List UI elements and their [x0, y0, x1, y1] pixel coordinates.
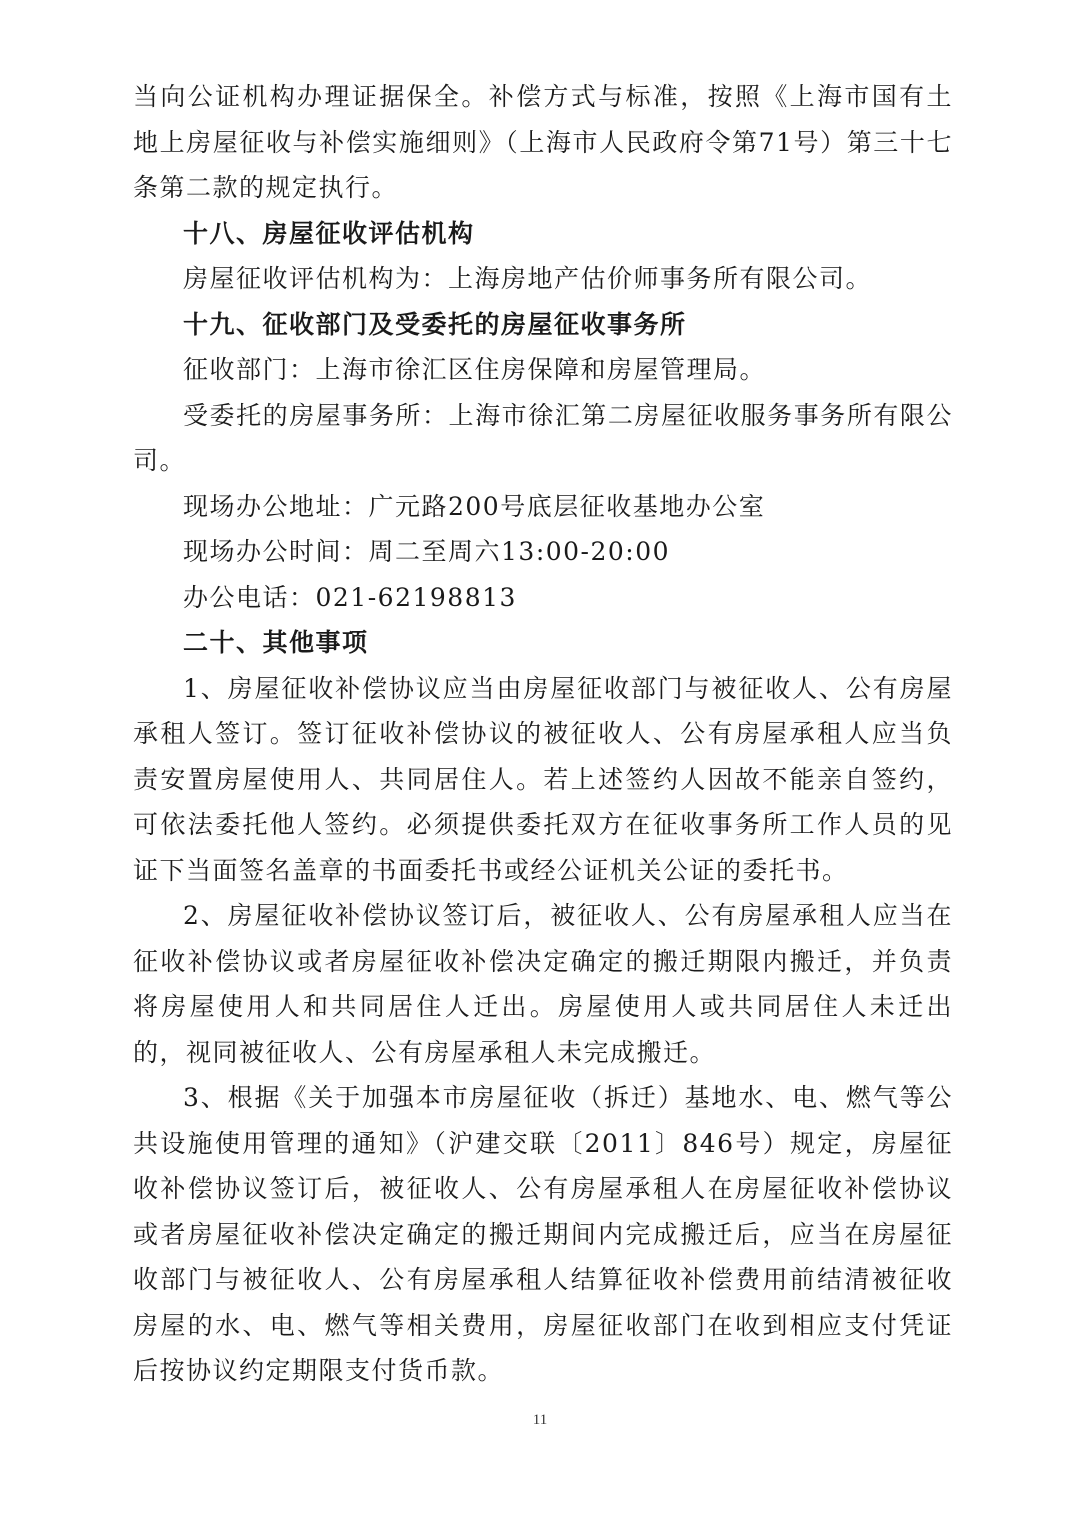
section-19-hours: 现场办公时间：周二至周六13:00-20:00 [183, 537, 671, 566]
section-18-heading: 十八、房屋征收评估机构 [183, 218, 475, 248]
section-19-address: 现场办公地址：广元路200号底层征收基地办公室 [183, 491, 766, 521]
section-19-heading: 十九、征收部门及受委托的房屋征收事务所 [183, 309, 687, 339]
section-19-office: 受委托的房屋事务所：上海市徐汇第二房屋征收服务事务所有限公司。 [133, 400, 953, 475]
section-20-item-1: 1、房屋征收补偿协议应当由房屋征收部门与被征收人、公有房屋承租人签订。签订征收补偿协议的被征收人、公有房屋承租人应当负责安置房屋使用人、共同居住人。若上述签约人因故不能亲自签约，可依法委托他人签约。必须提供委托双方在征收事务所工作人员的见证下当面签名盖章的书面委托书或经公证机关公证的委托书。 [133, 673, 953, 885]
section-19-phone: 办公电话：021-62198813 [183, 582, 517, 612]
section-20-item-2: 2、房屋征收补偿协议签订后，被征收人、公有房屋承租人应当在征收补偿协议或者房屋征收补偿决定确定的搬迁期限内搬迁，并负责将房屋使用人和共同居住人迁出。房屋使用人或共同居住人未迁出的，视同被征收人、公有房屋承租人未完成搬迁。 [133, 901, 953, 1067]
section-18-text: 房屋征收评估机构为：上海房地产估价师事务所有限公司。 [183, 264, 873, 293]
section-19-department: 征收部门：上海市徐汇区住房保障和房屋管理局。 [183, 355, 767, 384]
section-20-heading: 二十、其他事项 [183, 628, 369, 657]
page-body [133, 74, 953, 1394]
paragraph-continuation: 当向公证机构办理证据保全。补偿方式与标准，按照《上海市国有土地上房屋征收与补偿实施细则》（上海市人民政府令第71号）第三十七条第二款的规定执行。 [133, 82, 953, 202]
section-20-item-3: 3、根据《关于加强本市房屋征收（拆迁）基地水、电、燃气等公共设施使用管理的通知》（沪建交联〔2011〕846号）规定，房屋征收补偿协议签订后，被征收人、公有房屋承租人在房屋征收补偿协议或者房屋征收补偿决定确定的搬迁期间内完成搬迁后，应当在房屋征收部门与被征收人、公有房屋承租人结算征收补偿费用前结清被征收房屋的水、电、燃气等相关费用，房屋征收部门在收到相应支付凭证后按协议约定期限支付货币款。 [133, 1083, 953, 1385]
page-number: 11 [532, 1412, 548, 1428]
